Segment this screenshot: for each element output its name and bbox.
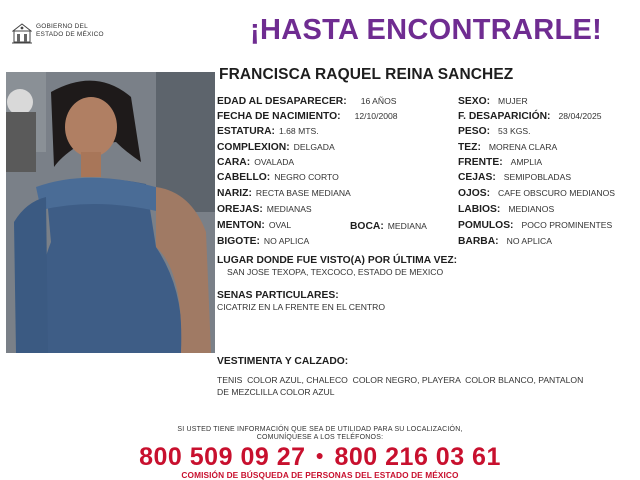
field-ojos	[458, 188, 615, 199]
phone-number-1[interactable]: 800 509 09 27	[139, 443, 306, 471]
field-pomulos	[458, 220, 612, 231]
commission-name: COMISIÓN DE BÚSQUEDA DE PERSONAS DEL ESTADO DE MÉXICO	[181, 470, 459, 480]
field-value: MUJER	[498, 96, 528, 106]
field-cabello	[217, 172, 339, 183]
field-value: POCO PROMINENTES	[521, 220, 613, 230]
field-value: OVAL	[268, 220, 292, 230]
distinguishing-marks-label: SENAS PARTICULARES:	[217, 290, 339, 301]
field-label: CARA:	[217, 157, 251, 168]
field-estatura	[217, 126, 319, 137]
field-cara	[217, 157, 294, 168]
coat-of-arms-icon	[12, 22, 32, 44]
phone-numbers	[0, 443, 640, 472]
field-value: RECTA BASE MEDIANA	[255, 188, 351, 198]
field-label: CABELLO:	[217, 172, 271, 183]
field-complexion	[217, 142, 335, 153]
field-label: BOCA:	[350, 221, 384, 232]
field-label: FRENTE:	[458, 157, 503, 168]
field-label: PESO:	[458, 126, 491, 137]
field-f-desaparicion	[458, 111, 602, 122]
field-value: CAFE OBSCURO MEDIANOS	[498, 188, 616, 198]
field-label: ESTATURA:	[217, 126, 275, 137]
bullet-icon: ●	[315, 447, 325, 464]
distinguishing-marks-value: CICATRIZ EN LA FRENTE EN EL CENTRO	[217, 302, 386, 312]
field-label: MENTON:	[217, 220, 265, 231]
field-value: NO APLICA	[263, 236, 310, 246]
last-seen-label: LUGAR DONDE FUE VISTO(A) POR ÚLTIMA VEZ:	[217, 255, 458, 266]
field-label: F. DESAPARICIÓN:	[458, 111, 551, 122]
field-label: SEXO:	[458, 96, 491, 107]
field-value: MEDIANAS	[266, 204, 312, 214]
clothing-label: VESTIMENTA Y CALZADO:	[217, 356, 349, 367]
field-bigote	[217, 236, 309, 247]
clothing-line-1: TENIS COLOR AZUL, CHALECO COLOR NEGRO, PLAYERA COLOR BLANCO, PANTALON	[217, 375, 584, 385]
field-frente	[458, 157, 542, 168]
field-label: BARBA:	[458, 236, 499, 247]
field-label: OREJAS:	[217, 204, 263, 215]
field-label: FECHA DE NACIMIENTO:	[217, 111, 341, 122]
clothing-value	[217, 375, 627, 398]
field-label: COMPLEXION:	[217, 142, 290, 153]
field-value: AMPLIA	[510, 157, 543, 167]
field-boca	[350, 221, 427, 232]
field-value: DELGADA	[293, 142, 335, 152]
field-label: EDAD AL DESAPARECER:	[217, 96, 347, 107]
contact-info-line-2: COMUNÍQUESE A LOS TELÉFONOS:	[256, 434, 384, 441]
field-value: MEDIANOS	[508, 204, 555, 214]
field-labios	[458, 204, 554, 215]
headline: ¡HASTA ENCONTRARLE!	[250, 14, 603, 46]
contact-info	[0, 426, 640, 442]
field-edad	[217, 96, 397, 107]
field-value: 16 AÑOS	[360, 96, 397, 106]
field-value: 53 KGS.	[498, 126, 531, 136]
field-label: POMULOS:	[458, 220, 514, 231]
missing-person-photo	[6, 72, 215, 353]
field-value: MORENA CLARA	[488, 142, 558, 152]
field-label: TEZ:	[458, 142, 481, 153]
field-tez	[458, 142, 557, 153]
field-label: LABIOS:	[458, 204, 501, 215]
field-value: OVALADA	[254, 157, 295, 167]
field-barba	[458, 236, 552, 247]
last-seen-value: SAN JOSE TEXOPA, TEXCOCO, ESTADO DE MEXICO	[227, 267, 444, 277]
field-value: SEMIPOBLADAS	[503, 172, 572, 182]
field-value: NEGRO CORTO	[274, 172, 339, 182]
field-cejas	[458, 172, 571, 183]
field-label: BIGOTE:	[217, 236, 260, 247]
field-peso	[458, 126, 531, 137]
field-menton	[217, 220, 291, 231]
field-sexo	[458, 96, 528, 107]
field-value: 1.68 MTS.	[278, 126, 319, 136]
clothing-line-2: DE MEZCLILLA COLOR AZUL	[217, 386, 335, 397]
field-nariz	[217, 188, 351, 199]
logo-line-2: ESTADO DE MÉXICO	[36, 31, 104, 38]
field-value: 12/10/2008	[354, 111, 398, 121]
field-value: MEDIANA	[387, 221, 427, 231]
field-orejas	[217, 204, 312, 215]
phone-number-2[interactable]: 800 216 03 61	[334, 443, 501, 471]
field-label: NARIZ:	[217, 188, 252, 199]
field-label: OJOS:	[458, 188, 491, 199]
field-label: CEJAS:	[458, 172, 496, 183]
contact-info-line-1: SI USTED TIENE INFORMACIÓN QUE SEA DE UTILIDAD PARA SU LOCALIZACIÓN,	[177, 426, 463, 433]
state-government-logo	[12, 22, 122, 44]
logo-line-1: GOBIERNO DEL	[36, 23, 88, 30]
field-fecha-nacimiento	[217, 111, 398, 122]
field-value: NO APLICA	[506, 236, 552, 246]
person-name: FRANCISCA RAQUEL REINA SANCHEZ	[219, 66, 514, 83]
field-value: 28/04/2025	[558, 111, 602, 121]
